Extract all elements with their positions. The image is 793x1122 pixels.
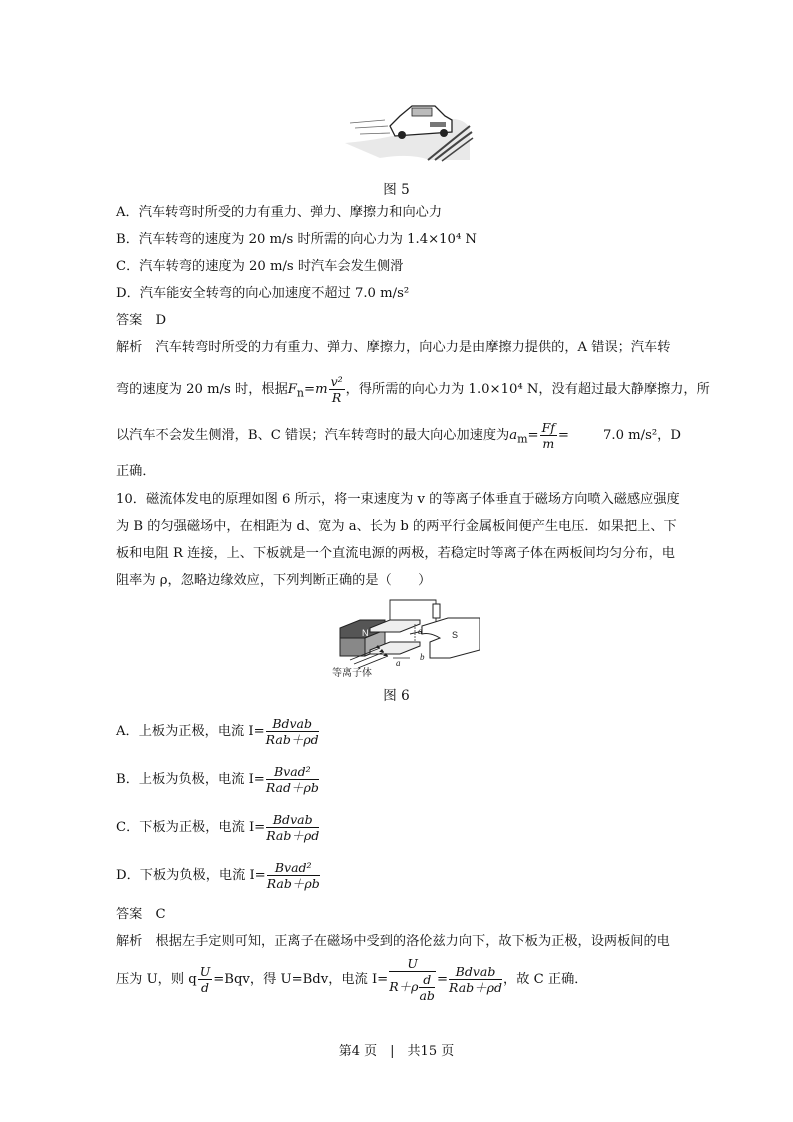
- mhd-generator-figure: [330, 598, 480, 678]
- n-pole-label: N: [362, 628, 369, 638]
- fraction-current: U R＋ρ $\frac{d}{ab}$: [389, 956, 435, 1003]
- q9-analysis-line-4: 正确．: [116, 464, 156, 479]
- s-pole-label: S: [452, 630, 459, 640]
- q10-stem-line-4: 阻率为 ρ，忽略边缘效应，下列判断正确的是（ ）: [116, 573, 432, 588]
- q10-option-a: A．上板为正极，电流 I= $\frac{\text{Bdvab}}{\text{Rab＋ρd}}$: [116, 716, 319, 747]
- q9-option-a: A．汽车转弯时所受的力有重力、弹力、摩擦力和向心力: [116, 205, 443, 220]
- fraction-v2-over-r: $\frac{\text{v²}}{R}$: [330, 374, 343, 405]
- b-label: b: [420, 652, 425, 662]
- d-label: d: [418, 626, 423, 636]
- q9-analysis-line-2: 弯的速度为 20 m/s 时，根据$F_n=m$ $\frac{\text{v²}}{R}$ ，得所需的向心力为 1.0×10⁴ N，没有超过最大静摩擦力，所: [116, 374, 710, 405]
- fraction: $\frac{\text{Bvad²}}{\text{Rab＋ρb}}$: [266, 860, 320, 891]
- fraction-u-over-d: $\frac{U}{d}$: [199, 964, 211, 995]
- q9-option-d: D．汽车能安全转弯的向心加速度不超过 7.0 m/s²: [116, 286, 410, 301]
- fraction-result: $\frac{\text{Bdvab}}{\text{Rab＋ρd}}$: [449, 964, 503, 995]
- q10-analysis-line-1: 解析 根据左手定则可知，正离子在磁场中受到的洛伦兹力向下，故下板为正极，设两板间的电: [116, 934, 670, 949]
- q10-stem-line-2: 为 B 的匀强磁场中，在相距为 d、宽为 a、长为 b 的两平行金属板间便产生电压．如果把上、下: [116, 519, 677, 534]
- q9-analysis-line-1: 解析 汽车转弯时所受的力有重力、弹力、摩擦力，向心力是由摩擦力提供的，A 错误；汽车转: [116, 340, 671, 355]
- q10-answer: 答案 C: [116, 907, 166, 922]
- q10-option-d: D．下板为负极，电流 I= $\frac{\text{Bvad²}}{\text{Rab＋ρb}}$: [116, 860, 320, 891]
- page-footer: 第4 页 | 共15 页: [338, 1044, 455, 1059]
- fraction-ff-over-m: $\frac{Ff}{m}$: [541, 420, 555, 451]
- q10-analysis-line-2: 压为 U，则 q $\frac{U}{d}$ =Bqv，得 U=Bdv，电流 I= U R＋ρ $\frac{d}{ab}$ = $\frac{\text{Bdvab}}{\text{Rab＋ρd}}$ ，故 C 正确．: [116, 956, 588, 1003]
- q9-option-b: B．汽车转弯的速度为 20 m/s 时所需的向心力为 1.4×10⁴ N: [116, 232, 477, 247]
- figure-6-caption: 图 6: [383, 688, 410, 704]
- q10-stem-line-3: 板和电阻 R 连接，上、下板就是一个直流电源的两极，若稳定时等离子体在两板间均匀分布，电: [116, 546, 675, 561]
- a-label: a: [396, 658, 401, 668]
- q9-answer: 答案 D: [116, 313, 167, 328]
- fraction: $\frac{\text{Bdvab}}{\text{Rab＋ρd}}$: [266, 812, 320, 843]
- q9-option-c: C．汽车转弯的速度为 20 m/s 时汽车会发生侧滑: [116, 259, 404, 274]
- q10-option-c: C．下板为正极，电流 I= $\frac{\text{Bdvab}}{\text{Rab＋ρd}}$: [116, 812, 320, 843]
- plasma-label: 等离子体: [332, 668, 372, 678]
- q10-stem-line-1: 10．磁流体发电的原理如图 6 所示，将一束速度为 v 的等离子体垂直于磁场方向喷入磁感应强度: [116, 492, 680, 507]
- fraction: $\frac{\text{Bdvab}}{\text{Rab＋ρd}}$: [265, 716, 319, 747]
- q10-option-b: B．上板为负极，电流 I= $\frac{\text{Bvad²}}{\text{Rad＋ρb}}$: [116, 764, 319, 795]
- car-figure: [340, 98, 475, 163]
- q9-analysis-line-3: 以汽车不会发生侧滑，B、C 错误；汽车转弯时的最大向心加速度为$a_m=$ $\frac{Ff}{m}$ = 7.0 m/s²，D: [116, 420, 681, 451]
- figure-5-caption: 图 5: [383, 182, 410, 198]
- fraction: $\frac{\text{Bvad²}}{\text{Rad＋ρb}}$: [265, 764, 319, 795]
